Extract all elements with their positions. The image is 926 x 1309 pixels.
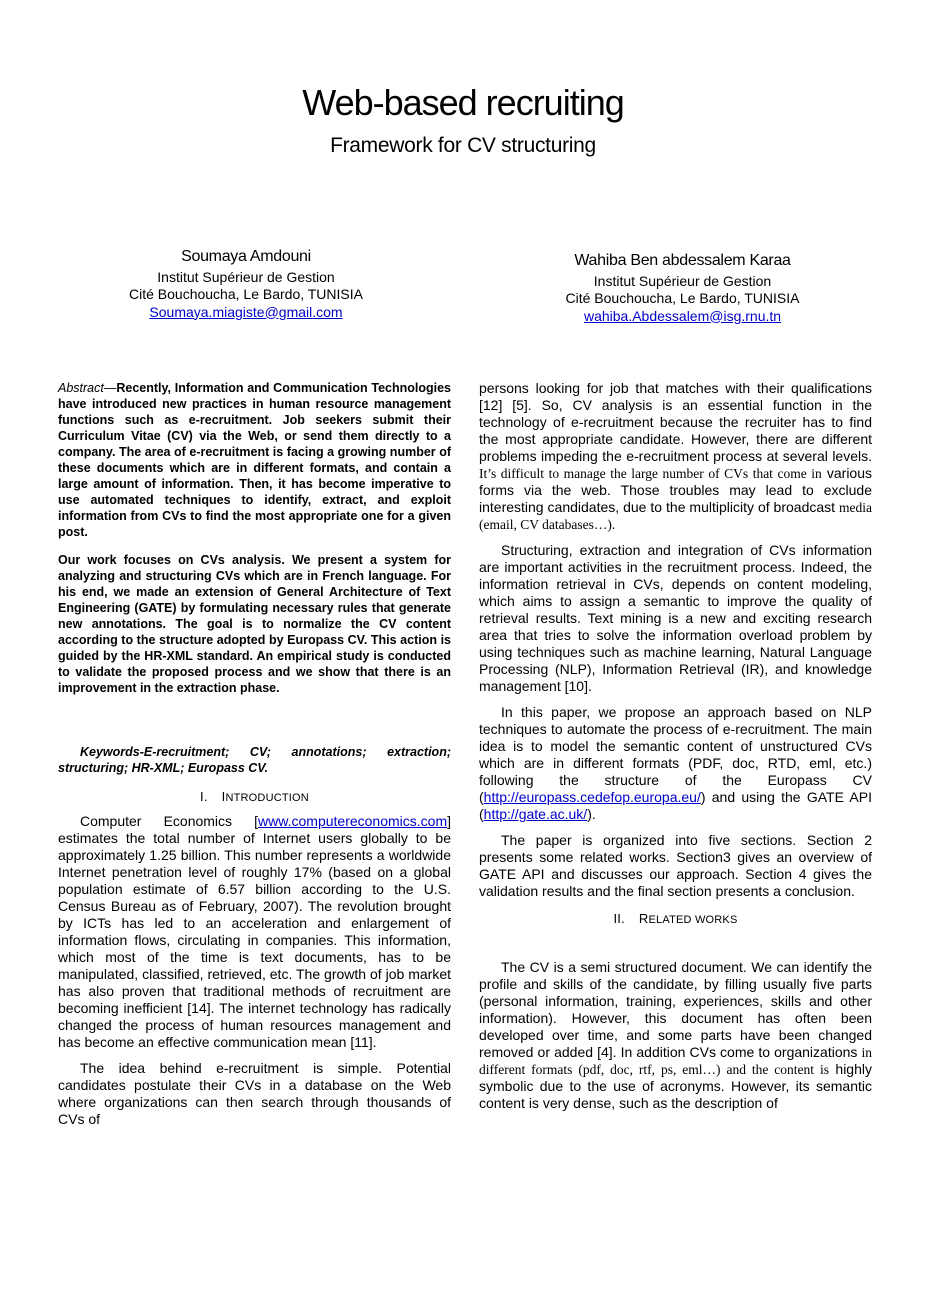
author-block-2 <box>535 252 830 325</box>
abstract-dash: — <box>103 381 117 395</box>
intro-paragraph-2: The idea behind e-recruitment is simple. Potential candidates postulate their CVs in a database on the Web where organizations can then search through thousands of CVs of <box>58 1060 451 1127</box>
abstract-label: Abstract <box>58 381 104 395</box>
author-name: Wahiba Ben abdessalem Karaa <box>574 252 791 269</box>
author-email-link[interactable]: Soumaya.miagiste@gmail.com <box>149 303 343 320</box>
intro-paragraph-6: The paper is organized into five sections. Section 2 presents some related works. Section3 gives an overview of GATE API and discusses our approach. Section 4 gives the validation results and the final section presents a conclusion. <box>479 832 872 899</box>
abstract <box>58 380 451 696</box>
abstract-paragraph-2: Our work focuses on CVs analysis. We present a system for analyzing and structuring CVs which are in French language. For his end, we made an extension of General Architecture of Text Engineering (GATE) by formulating necessary rules that generate new annotations. The goal is to normalize the CV content according to the structure adopted by Europass CV. This action is guided by the HR-XML standard. An empirical study is conducted to validate the proposed process and we show that there is an improvement in the extraction phase. <box>58 553 451 695</box>
author-block-1 <box>108 248 384 321</box>
paper-subtitle: Framework for CV structuring <box>330 134 596 157</box>
abstract-text-1: Recently, Information and Communication Technologies have introduced new practices in human resource management functions such as e-recruitment. Job seekers submit their Curriculum Vitae (CV) via the Web, or send them directly to a company. The area of e-recruitment is facing a growing number of these documents which are in different formats, and contain a large amount of information. Then, it has become imperative to use automated techniques to identify, extract, and exploit information from CVs to find the most appropriate one for a given post. <box>58 381 451 539</box>
author-email-link[interactable]: wahiba.Abdessalem@isg.rnu.tn <box>583 307 782 324</box>
computereconomics-link[interactable]: www.computereconomics.com <box>258 813 448 829</box>
keywords: Keywords-E-recruitment; CV; annotations; extraction; structuring; HR-XML; Europass CV. <box>58 745 451 775</box>
intro-paragraph-3: persons looking for job that matches with their qualifications [12] [5]. So, CV analysis is an essential function in the technology of e-recruitment because the recruiter has to find the most appropriate candidate. However, there are different problems impeding the e-recruitment process at several levels. It’s difficult to manage the large number of CVs that come in various forms via the web. Those troubles may lead to exclude interesting candidates, due to the multiplicity of broadcast media (email, CV databases…). <box>479 380 872 532</box>
related-works-paragraph-1: The CV is a semi structured document. We can identify the profile and skills of the candidate, by filling usually five parts (personal information, training, experiences, skills and other information). However, this document has often been developed over time, and some parts have been changed removed or added [4]. In addition CVs come to organizations in different formats (pdf, doc, rtf, ps, eml…) and the content is highly symbolic due to the use of acronyms. However, its semantic content is very dense, such as the description of <box>479 959 872 1111</box>
europass-link[interactable]: http://europass.cedefop.europa.eu/ <box>483 789 701 805</box>
left-column <box>58 380 451 1137</box>
paper-title: Web-based recruiting <box>302 82 624 123</box>
section-heading-introduction: I. INTRODUCTION <box>200 789 309 804</box>
author-institution: Institut Supérieur de Gestion <box>593 272 772 289</box>
section-heading-related-works: II. RELATED WORKS <box>613 911 738 926</box>
intro-paragraph-1: Computer Economics [www.computereconomics.com] estimates the total number of Internet users globally to be approximately 1.25 billion. This number represents a worldwide Internet penetration level of roughly 17% (based on a global population estimate of 6.57 billion according to the U.S. Census Bureau as of February, 2007). The revolution brought by ICTs has led to an acceleration and enlargement of information flows, circulating in companies. This information, which most of the time is text documents, has to be manipulated, classified, retrieved, etc. The growth of job market has also proven that traditional methods of recruitment are becoming inefficient [14]. The internet technology has radically changed the process of human resources management and has become an effective communication mean [11]. <box>58 813 451 1050</box>
author-name: Soumaya Amdouni <box>181 248 311 265</box>
author-institution: Institut Supérieur de Gestion <box>157 268 335 285</box>
author-address: Cité Bouchoucha, Le Bardo, TUNISIA <box>565 290 800 306</box>
abstract-paragraph-1 <box>58 380 451 540</box>
intro-paragraph-4: Structuring, extraction and integration of CVs information are important activities in the recruitment process. Indeed, the information retrieval in CVs, depends on content modeling, which aims to assign a semantic to improve the quality of retrieval results. Text mining is a new and exciting research area that tries to solve the information overload problem by using techniques such as machine learning, Natural Language Processing (NLP), Information Retrieval (IR), and knowledge management [10]. <box>479 542 872 694</box>
author-address: Cité Bouchoucha, Le Bardo, TUNISIA <box>129 286 363 302</box>
intro-paragraph-5: In this paper, we propose an approach based on NLP techniques to automate the process of e-recruitment. The main idea is to model the semantic content of unstructured CVs which are in different formats (PDF, doc, RTD, eml, etc.) following the structure of the Europass CV (http://europass.cedefop.europa.eu/) and using the GATE API (http://gate.ac.uk/). <box>479 704 872 822</box>
right-column <box>479 380 872 1121</box>
gate-link[interactable]: http://gate.ac.uk/ <box>483 806 588 822</box>
